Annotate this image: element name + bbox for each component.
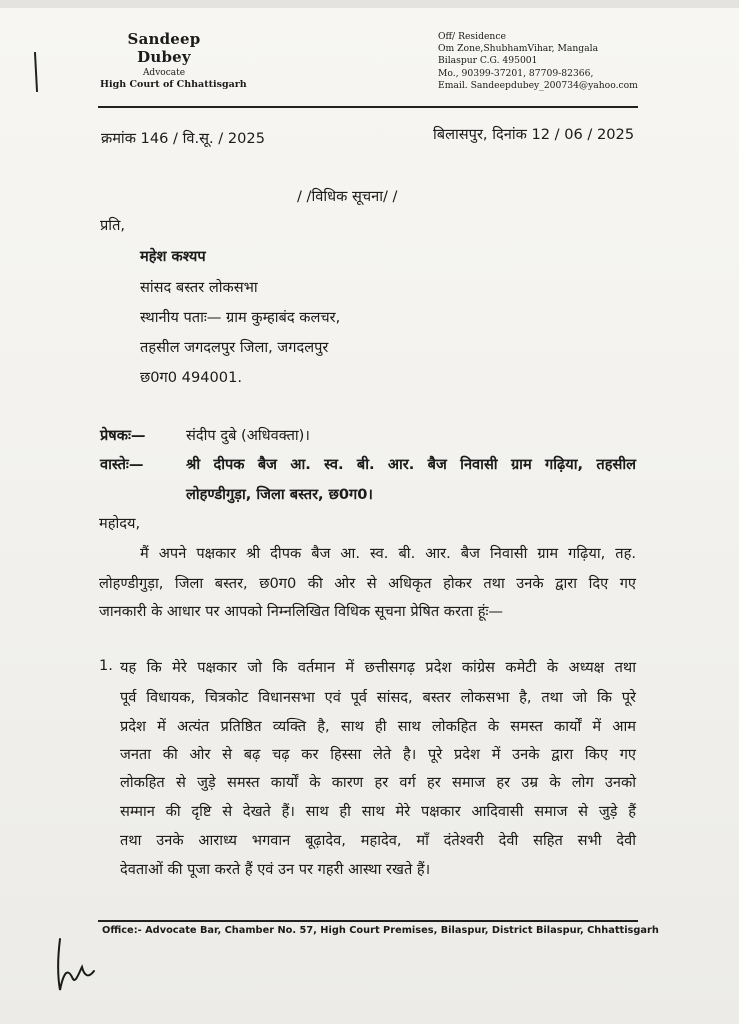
on-behalf-label: वास्तेः— xyxy=(100,456,144,473)
signature-mark xyxy=(48,935,118,995)
recipient-prefix: प्रति, xyxy=(100,217,126,234)
recipient-line: तहसील जगदलपुर जिला, जगदलपुर xyxy=(140,339,329,356)
recipient-name: महेश कश्यप xyxy=(140,248,206,265)
letterhead-identity xyxy=(100,30,247,90)
point-line: सम्मान की दृष्टि से देखते हैं। साथ ही साथ मेरे पक्षकार आदिवासी समाज से जुड़े हैं xyxy=(120,803,636,820)
point-line: यह कि मेरे पक्षकार जो कि वर्तमान में छत्तीसगढ़ प्रदेश कांग्रेस कमेटी के अध्यक्ष तथा xyxy=(120,659,636,676)
address-line: Mo., 90399-37201, 87709-82366, xyxy=(438,67,594,79)
point-line: प्रदेश में अत्यंत प्रतिष्ठित व्यक्ति है, साथ ही साथ लोकहित के समस्त कार्यों में आम xyxy=(120,718,636,735)
on-behalf-line: लोहण्डीगुड़ा, जिला बस्तर, छ0ग0। xyxy=(186,486,373,503)
address-line: Om Zone,ShubhamVihar, Mangala xyxy=(438,43,599,55)
sender-value: संदीप दुबे (अधिवक्ता)। xyxy=(186,427,310,444)
address-line: Off/ Residence xyxy=(438,31,506,42)
intro-line: लोहण्डीगुड़ा, जिला बस्तर, छ0ग0 की ओर से अधिकृत होकर तथा उनके द्वारा दिए गए xyxy=(99,575,636,592)
point-line: तथा उनके आराध्य भगवान बूढ़ादेव, महादेव, माँ दंतेश्वरी देवी सहित सभी देवी xyxy=(120,832,636,849)
address-line: Email. Sandeepdubey_200734@yahoo.com xyxy=(438,79,638,91)
notice-title: / /विधिक सूचना/ / xyxy=(297,188,398,205)
advocate-name: Sandeep Dubey xyxy=(127,30,201,66)
point-line: लोकहित से जुड़े समस्त कार्यों के कारण हर वर्ग हर समाज हर उम्र के लोग उनको xyxy=(120,774,636,791)
court-name: High Court of Chhattisgarh xyxy=(100,79,247,90)
scan-top-edge xyxy=(0,0,739,8)
office-footer: Office:- Advocate Bar, Chamber No. 57, High Court Premises, Bilaspur, District Bilaspur, Chhattisgarh xyxy=(102,925,659,936)
footer-divider xyxy=(98,920,638,922)
point-number: 1. xyxy=(99,657,113,674)
advocate-designation: Advocate xyxy=(142,68,186,78)
recipient-line: छ0ग0 494001. xyxy=(140,369,243,386)
pen-mark xyxy=(34,52,38,92)
letterhead-address xyxy=(438,31,638,92)
recipient-line: सांसद बस्तर लोकसभा xyxy=(140,279,258,296)
sender-label: प्रेषकः— xyxy=(100,427,146,444)
header-divider xyxy=(98,106,638,108)
on-behalf-line: श्री दीपक बैज आ. स्व. बी. आर. बैज निवासी ग्राम गढ़िया, तहसील xyxy=(186,456,636,473)
salutation: महोदय, xyxy=(99,515,141,532)
reference-number: क्रमांक 146 / वि.सू. / 2025 xyxy=(101,130,265,147)
intro-line: जानकारी के आधार पर आपको निम्नलिखित विधिक सूचना प्रेषित करता हूंः— xyxy=(99,603,504,620)
address-line: Bilaspur C.G. 495001 xyxy=(438,55,538,67)
point-line: जनता की ओर से बढ़ चढ़ कर हिस्सा लेते है। पूरे प्रदेश में उनके द्वारा किए गए xyxy=(120,746,636,763)
intro-line: मैं अपने पक्षकार श्री दीपक बैज आ. स्व. बी. आर. बैज निवासी ग्राम गढ़िया, तह. xyxy=(140,545,636,562)
point-line: पूर्व विधायक, चित्रकोट विधानसभा एवं पूर्व सांसद, बस्तर लोकसभा है, तथा जो कि पूरे xyxy=(120,689,636,706)
point-line: देवताओं की पूजा करते हैं एवं उन पर गहरी आस्था रखते हैं। xyxy=(120,861,431,878)
letter-date: बिलासपुर, दिनांक 12 / 06 / 2025 xyxy=(433,126,635,143)
recipient-line: स्थानीय पताः— ग्राम कुम्हाबंद कलचर, xyxy=(140,309,341,326)
